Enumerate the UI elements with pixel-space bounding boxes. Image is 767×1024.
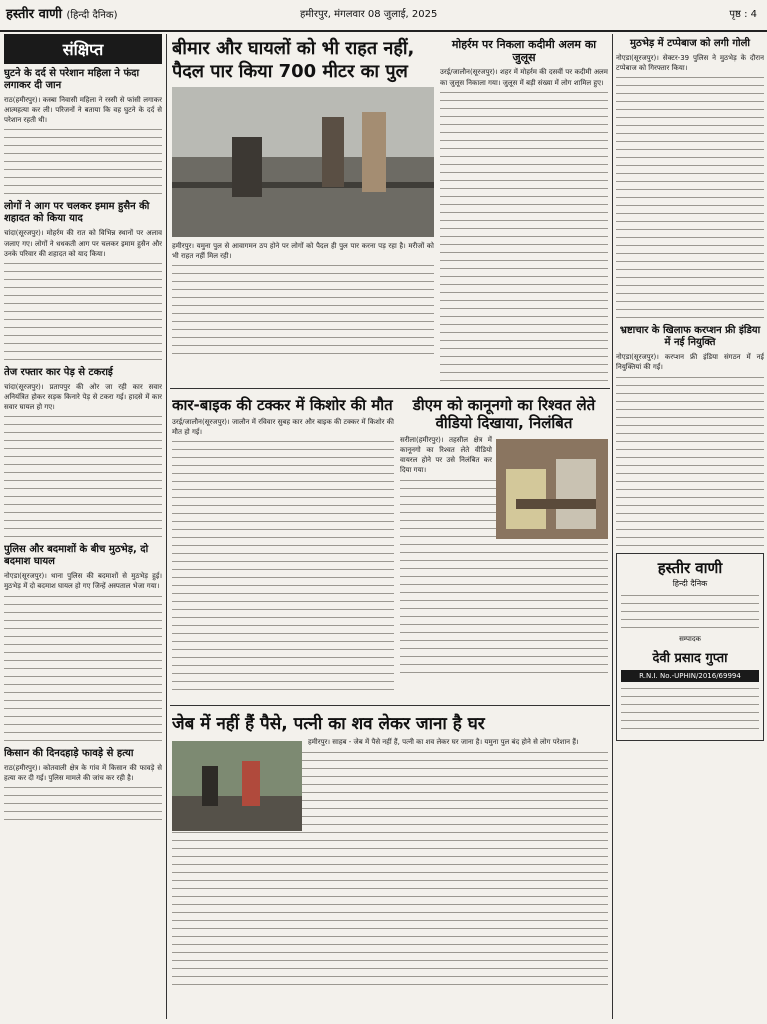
brief-body: राठ(हमीरपुर)। कस्बा निवासी महिला ने रस्सी से फांसी लगाकर आत्महत्या कर ली। परिजनों ने बताया कि वह घुटने के दर्द से परेशान रहती थी। — [4, 96, 162, 125]
text-filler — [172, 265, 434, 354]
text-filler — [172, 441, 394, 690]
paper-name: हस्तीर वाणी (हिन्दी दैनिक) — [6, 7, 118, 22]
text-filler — [616, 77, 764, 318]
brief-headline: किसान की दिनदहाड़े फावड़े से हत्या — [4, 747, 134, 759]
top-story-body: हमीरपुर। यमुना पुल से आवागमन ठप होने पर लोगों को पैदल ही पुल पार करना पड़ रहा है। मरीजों को भी राहत नहीं मिल रही। — [172, 242, 434, 261]
bottom-headline: जेब में नहीं हैं पैसे, पत्नी का शव लेकर जाना है घर — [172, 714, 485, 734]
bottom-story — [172, 710, 608, 1018]
brief-body: नोएडा(सूरजपुर)। थाना पुलिस की बदमाशों से मुठभेड़ हुई। मुठभेड़ में दो बदमाश घायल हो गए जिन्हें अस्पताल भेजा गया। — [4, 572, 162, 591]
brief-body: राठ(हमीरपुर)। कोतवाली क्षेत्र के गांव में किसान की फावड़े से हत्या कर दी गई। पुलिस मामले की जांच कर रही है। — [4, 763, 162, 782]
imprint-title: हस्तीर वाणी — [657, 558, 723, 577]
corruption-body: नोएडा(सूरजपुर)। करप्शन फ्री इंडिया संगठन में नई नियुक्तियां की गईं। — [616, 353, 764, 372]
brief-headline: घुटने के दर्द से परेशान महिला ने फंदा लगाकर दी जान — [4, 68, 140, 91]
row-rule — [170, 388, 610, 389]
muharram-body: उरई/जालौन(सूरजपुर)। शहर में मोहर्रम की दसवीं पर कदीमी अलम का जुलूस निकाला गया। जुलूस में बड़ी संख्या में लोग शामिल हुए। — [440, 68, 608, 87]
dm-headline: डीएम को कानूनगो का रिश्वत लेते वीडियो दिखाया, निलंबित — [412, 396, 596, 432]
paper-tagline: (हिन्दी दैनिक) — [66, 10, 118, 21]
bridge-photo — [172, 87, 434, 237]
dateline: हमीरपुर, मंगलवार 08 जुलाई, 2025 — [300, 9, 438, 20]
left-column — [4, 34, 162, 1019]
dm-body: सरीला(हमीरपुर)। तहसील क्षेत्र में कानूनगो का रिश्वत लेते वीडियो वायरल होने पर उसे निलंबित कर दिया गया। — [400, 436, 492, 475]
muharram-headline: मोहर्रम पर निकला कदीमी अलम का जुलूस — [451, 38, 597, 65]
text-filler — [4, 787, 162, 820]
editor-name: देवी प्रसाद गुप्ता — [652, 651, 728, 667]
bridge-photo-illustration — [172, 87, 434, 237]
brief-headline: पुलिस और बदमाशों के बीच मुठभेड़, दो बदमाश घायल — [4, 544, 149, 568]
row-rule — [170, 705, 610, 706]
masthead — [0, 0, 767, 32]
page-number: पृष्ठ : 4 — [729, 9, 757, 20]
far-right-column — [616, 34, 764, 1019]
dm-photo-illustration — [496, 439, 608, 539]
section-title: संक्षिप्त — [4, 34, 162, 64]
brief-body: चांदा(सूरजपुर)। मोहर्रम की रात को विभिन्न स्थानों पर अलाव जलाए गए। लोगों ने धधकती आग पर चलकर इमाम हुसैन और उनके परिवार की शहादत को याद किया। — [4, 229, 162, 258]
editor-label: सम्पादक — [679, 634, 701, 643]
column-rule — [612, 34, 613, 1019]
text-filler — [616, 377, 764, 546]
text-filler — [4, 129, 162, 194]
rni-number: R.N.I. No.-UPHIN/2016/69994 — [621, 670, 759, 682]
text-filler — [4, 263, 162, 360]
bottom-photo-illustration — [172, 741, 302, 831]
text-filler — [621, 595, 759, 628]
text-filler — [621, 688, 759, 729]
imprint-box — [616, 553, 764, 742]
text-filler — [4, 416, 162, 537]
text-filler — [440, 92, 608, 381]
dm-story — [400, 392, 608, 700]
top-story — [172, 34, 434, 386]
imprint-subtitle: हिन्दी दैनिक — [672, 578, 708, 588]
accident-story — [172, 392, 394, 700]
encounter-body: नोएडा(सूरजपुर)। सेक्टर-39 पुलिस ने मुठभेड़ के दौरान टप्पेबाज को गिरफ्तार किया। — [616, 54, 764, 73]
encounter-headline: मुठभेड़ में टप्पेबाज को लगी गोली — [630, 38, 750, 49]
brief-headline: लोगों ने आग पर चलकर इमाम हुसैन की शहादत को किया याद — [4, 201, 150, 225]
bottom-body: हमीरपुर। साहब - जेब में पैसे नहीं हैं, पत्नी का शव लेकर घर जाना है। यमुना पुल बंद होने से लोग परेशान हैं। — [308, 738, 579, 747]
accident-body: उरई/जालौन(सूरजपुर)। जालौन में रविवार सुबह कार और बाइक की टक्कर में किशोर की मौत हो गई। — [172, 418, 394, 437]
brief-body: चांदा(सूरजपुर)। प्रतापपुर की ओर जा रही कार सवार अनियंत्रित होकर सड़क किनारे पेड़ से टकरा गई। हादसे में कार सवार घायल हो गए। — [4, 382, 162, 412]
muharram-story — [440, 34, 608, 386]
text-filler — [4, 596, 162, 741]
column-rule — [166, 34, 167, 1019]
corruption-headline: भ्रष्टाचार के खिलाफ करप्शन फ्री इंडिया में नई नियुक्ति — [619, 325, 761, 349]
brief-headline: तेज रफ्तार कार पेड़ से टकराई — [4, 366, 113, 378]
bottom-photo — [172, 741, 302, 831]
accident-headline: कार-बाइक की टक्कर में किशोर की मौत — [172, 396, 393, 414]
top-story-headline: बीमार और घायलों को भी राहत नहीं, पैदल पार किया 700 मीटर का पुल — [172, 38, 415, 82]
dm-photo — [496, 439, 608, 539]
